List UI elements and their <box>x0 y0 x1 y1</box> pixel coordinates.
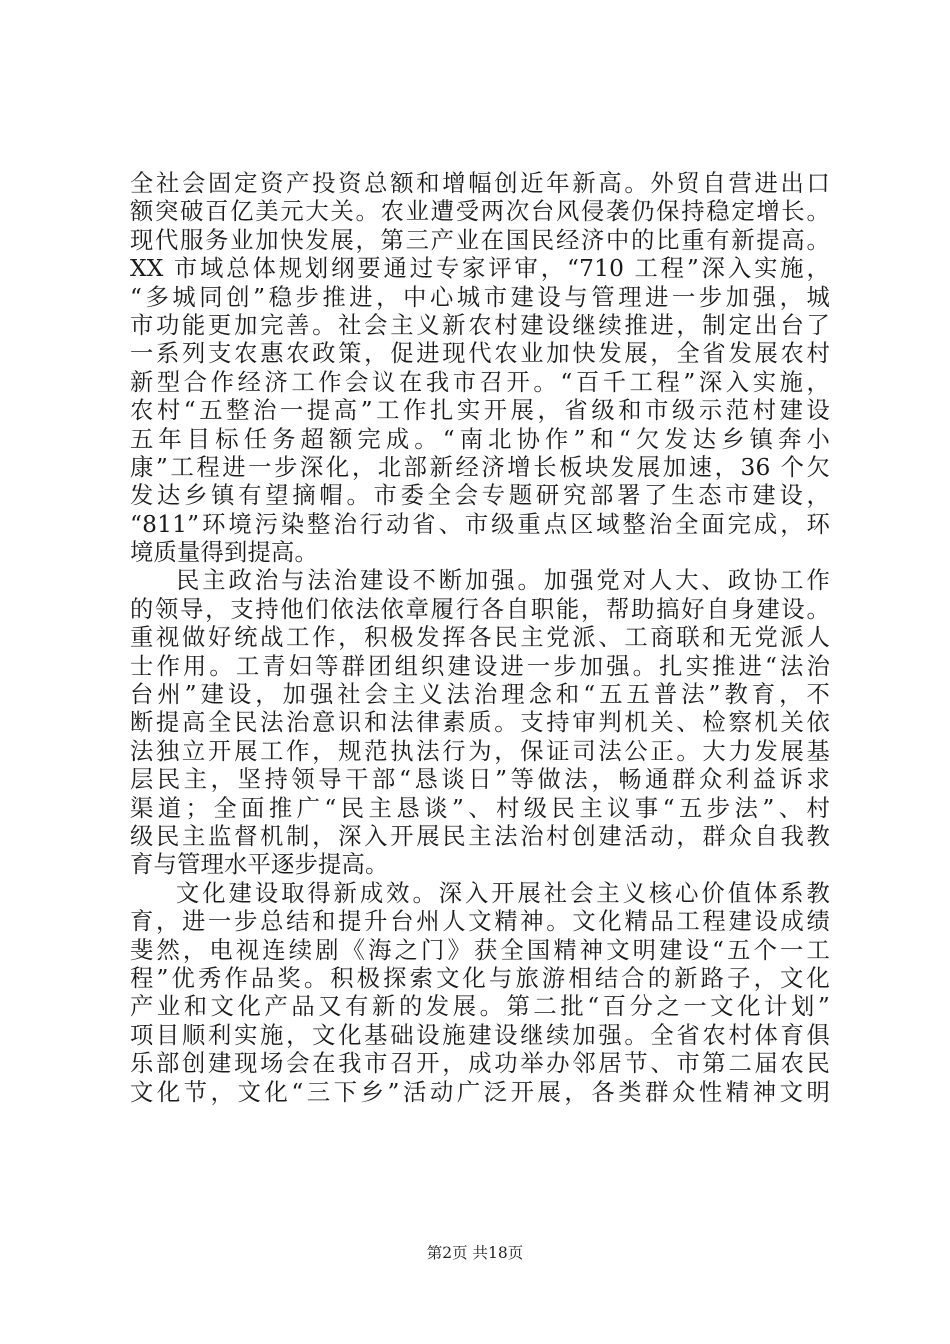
text-line: 境质量得到提高。 <box>130 539 318 567</box>
text-line: 市功能更加完善。社会主义新农村建设继续推进，制定出台了 <box>130 311 830 339</box>
text-line: 育与管理水平逐步提高。 <box>130 851 389 879</box>
text-line: 的领导，支持他们依法依章履行各自职能，帮助搞好自身建设。 <box>130 595 830 623</box>
text-line: 新型合作经济工作会议在我市召开。“百千工程”深入实施， <box>130 368 830 396</box>
text-line: 渠道；全面推广“民主恳谈”、村级民主议事“五步法”、村 <box>130 794 830 822</box>
text-line: XX 市域总体规划纲要通过专家评审，“710 工程”深入实施， <box>130 255 830 283</box>
text-line: 产业和文化产品又有新的发展。第二批“百分之一文化计划” <box>130 993 830 1021</box>
text-line: 乐部创建现场会在我市召开，成功举办邻居节、市第二届农民 <box>130 1050 830 1078</box>
paragraph-1 <box>130 170 830 567</box>
text-line: 农村“五整治一提高”工作扎实开展，省级和市级示范村建设 <box>130 397 830 425</box>
text-line: 重视做好统战工作，积极发挥各民主党派、工商联和无党派人 <box>130 624 830 652</box>
text-line: 现代服务业加快发展，第三产业在国民经济中的比重有新提高。 <box>130 226 830 254</box>
text-line: 全社会固定资产投资总额和增幅创近年新高。外贸自营进出口 <box>130 170 830 197</box>
text-line: 台州”建设，加强社会主义法治理念和“五五普法”教育，不 <box>130 681 830 709</box>
text-line: 法独立开展工作，规范执法行为，保证司法公正。大力发展基 <box>130 737 830 765</box>
page-footer: 第2页 共18页 <box>426 1244 524 1262</box>
body-text <box>130 170 830 1107</box>
text-line: 一系列支农惠农政策，促进现代农业加快发展，全省发展农村 <box>130 340 830 368</box>
text-line: “多城同创”稳步推进，中心城市建设与管理进一步加强，城 <box>130 283 830 311</box>
text-line: 士作用。工青妇等群团组织建设进一步加强。扎实推进“法治 <box>130 652 830 680</box>
text-line: 额突破百亿美元大关。农业遭受两次台风侵袭仍保持稳定增长。 <box>130 198 830 226</box>
text-line: 层民主，坚持领导干部“恳谈日”等做法，畅通群众利益诉求 <box>130 766 830 794</box>
text-line: 斐然，电视连续剧《海之门》获全国精神文明建设“五个一工 <box>130 936 830 964</box>
text-line: 断提高全民法治意识和法律素质。支持审判机关、检察机关依 <box>130 709 830 737</box>
paragraph-2 <box>130 567 830 879</box>
paragraph-3 <box>130 880 830 1107</box>
text-line: 文化节，文化“三下乡”活动广泛开展，各类群众性精神文明 <box>130 1078 830 1106</box>
text-line: 项目顺利实施，文化基础设施建设继续加强。全省农村体育俱 <box>130 1021 830 1049</box>
text-line: 程”优秀作品奖。积极探索文化与旅游相结合的新路子，文化 <box>130 964 830 992</box>
text-line: 育，进一步总结和提升台州人文精神。文化精品工程建设成绩 <box>130 908 830 936</box>
text-line: “811”环境污染整治行动省、市级重点区域整治全面完成，环 <box>130 510 830 538</box>
text-line: 级民主监督机制，深入开展民主法治村创建活动，群众自我教 <box>130 822 830 850</box>
text-line: 康”工程进一步深化，北部新经济增长板块发展加速，36 个欠 <box>130 453 830 481</box>
text-line: 民主政治与法治建设不断加强。加强党对人大、政协工作 <box>176 567 830 595</box>
text-line: 五年目标任务超额完成。“南北协作”和“欠发达乡镇奔小 <box>130 425 830 453</box>
text-line: 文化建设取得新成效。深入开展社会主义核心价值体系教 <box>176 879 830 907</box>
text-line: 发达乡镇有望摘帽。市委全会专题研究部署了生态市建设， <box>130 482 830 510</box>
